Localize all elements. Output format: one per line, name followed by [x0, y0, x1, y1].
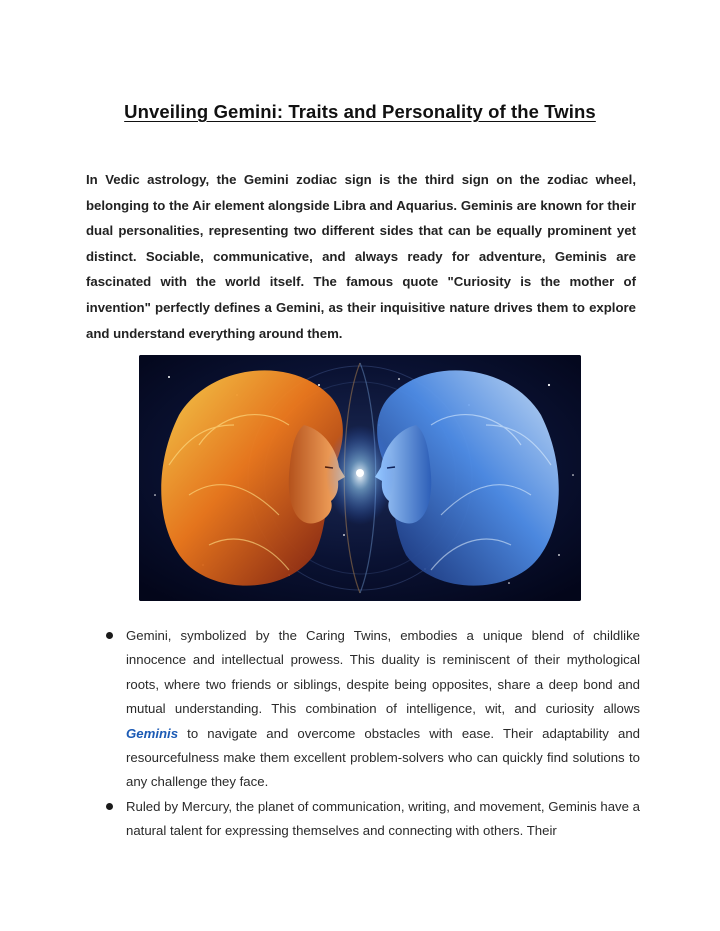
list-item — [100, 795, 640, 844]
intro-paragraph: In Vedic astrology, the Gemini zodiac sign is the third sign on the zodiac wheel, belonging to the Air element alongside Libra and Aquarius. Geminis are known for their dual personalities, representing two different sides that can be equally prominent yet distinct. Sociable, communicative, and always ready for adventure, Geminis are fascinated with the world itself. The famous quote "Curiosity is the mother of invention" perfectly defines a Gemini, as their inquisitive nature drives them to explore and understand everything around them. — [86, 172, 636, 341]
list-item — [100, 624, 640, 795]
bullet-text: Gemini, symbolized by the Caring Twins, embodies a unique blend of childlike innocence and intellectual prowess. This duality is reminiscent of their mythological roots, where two friends or siblings, despite being opposites, share a deep bond and mutual understanding. This combination of intelligence, wit, and curiosity allows — [126, 628, 640, 717]
bullet-text: to navigate and overcome obstacles with ease. Their adaptability and resourcefulness make them excellent problem-solvers who can quickly find solutions to any challenge they face. — [126, 725, 640, 790]
bullet-icon — [106, 803, 113, 810]
geminis-link[interactable]: Geminis — [126, 725, 179, 741]
page-title: Unveiling Gemini: Traits and Personality of the Twins — [124, 101, 596, 122]
twins-illustration — [139, 355, 581, 601]
bullet-text: Ruled by Mercury, the planet of communication, writing, and movement, Geminis have a natural talent for expressing themselves and connecting with others. Their — [126, 798, 640, 839]
gemini-twins-image — [139, 355, 581, 601]
bullet-icon — [106, 632, 113, 639]
traits-list — [100, 624, 640, 844]
